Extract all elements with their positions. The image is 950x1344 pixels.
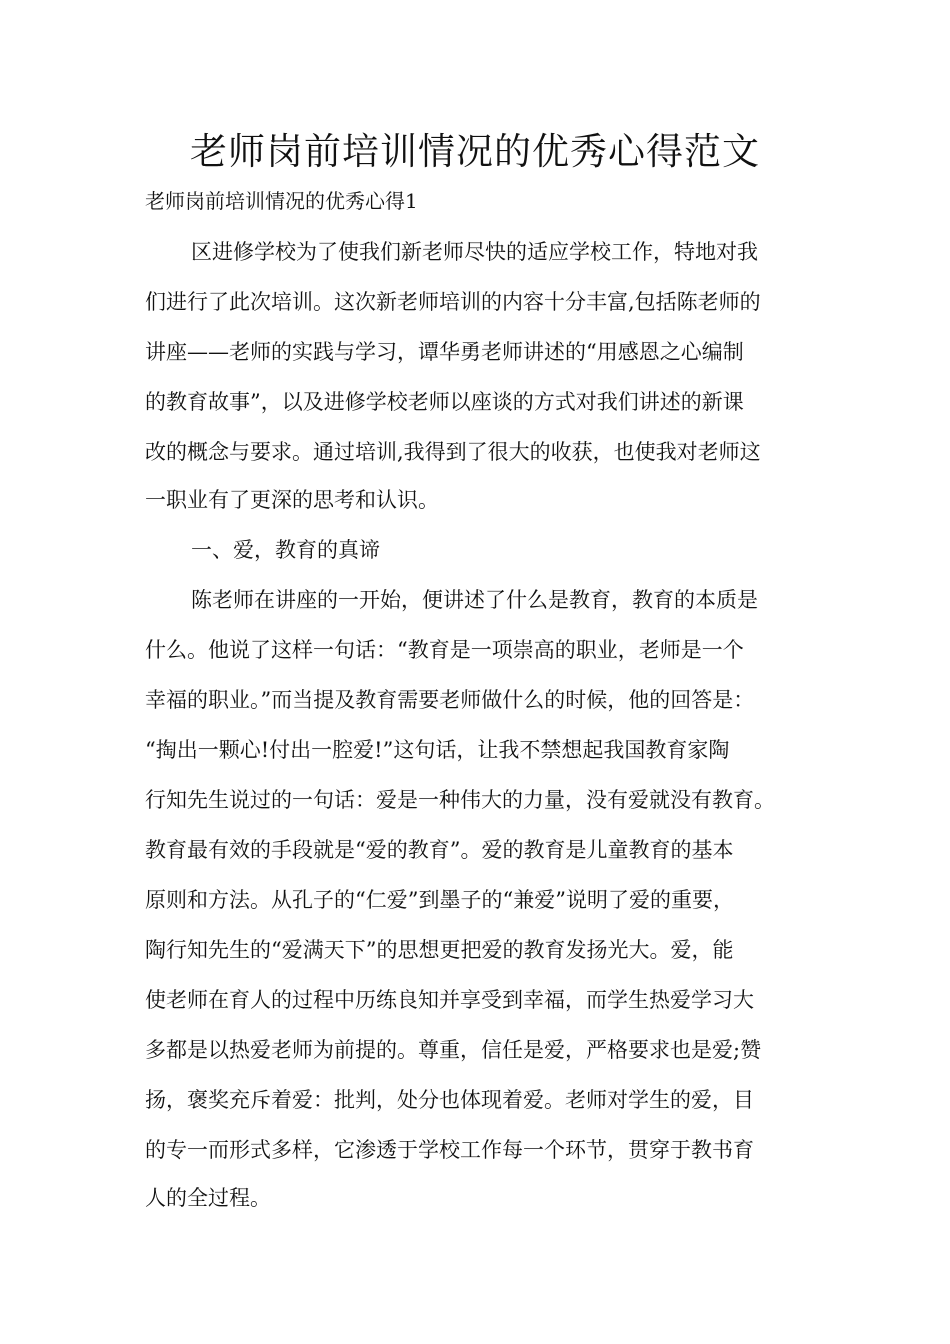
document-title: 老师岗前培训情况的优秀心得范文 [190,130,760,173]
paragraph-line: 原则和方法。从孔子的“仁爱”到墨子的“兼爱”说明了爱的重要， [145,888,734,912]
paragraph-line: 讲座——老师的实践与学习，谭华勇老师讲述的“用感恩之心编制 [145,340,744,364]
paragraph-line: 陶行知先生的“爱满天下”的思想更把爱的教育发扬光大。爱，能 [145,938,734,962]
paragraph-line: 人的全过程。 [145,1186,271,1210]
paragraph-line: 使老师在育人的过程中历练良知并享受到幸福，而学生热爱学习大 [145,988,754,1012]
paragraph-line: 区进修学校为了使我们新老师尽快的适应学校工作，特地对我 [191,240,758,264]
paragraph-line: 一职业有了更深的思考和认识。 [145,488,439,512]
paragraph-line: 的教育故事”，以及进修学校老师以座谈的方式对我们讲述的新课 [145,390,744,414]
paragraph-line: 幸福的职业。”而当提及教育需要老师做什么的时候，他的回答是： [145,688,755,712]
paragraph-line: 行知先生说过的一句话：爱是一种伟大的力量，没有爱就没有教育。 [145,788,775,812]
paragraph-line: 的专一而形式多样，它渗透于学校工作每一个环节，贯穿于教书育 [145,1138,754,1162]
document-subtitle: 老师岗前培训情况的优秀心得1 [145,189,418,213]
section-heading: 一、爱，教育的真谛 [191,538,380,562]
paragraph-line: 多都是以热爱老师为前提的。尊重，信任是爱，严格要求也是爱;赞 [145,1038,762,1062]
paragraph-line: 陈老师在讲座的一开始，便讲述了什么是教育，教育的本质是 [191,588,758,612]
paragraph-line: 扬，褒奖充斥着爱：批判，处分也体现着爱。老师对学生的爱，目 [145,1088,754,1112]
paragraph-line: 改的概念与要求。通过培训,我得到了很大的收获，也使我对老师这 [145,440,761,464]
paragraph-line: 们进行了此次培训。这次新老师培训的内容十分丰富,包括陈老师的 [145,290,761,314]
paragraph-line: 什么。他说了这样一句话：“教育是一项崇高的职业，老师是一个 [145,638,744,662]
paragraph-line: “掏出一颗心!付出一腔爱!”这句话，让我不禁想起我国教育家陶 [145,738,730,762]
paragraph-line: 教育最有效的手段就是“爱的教育”。爱的教育是儿童教育的基本 [145,838,734,862]
